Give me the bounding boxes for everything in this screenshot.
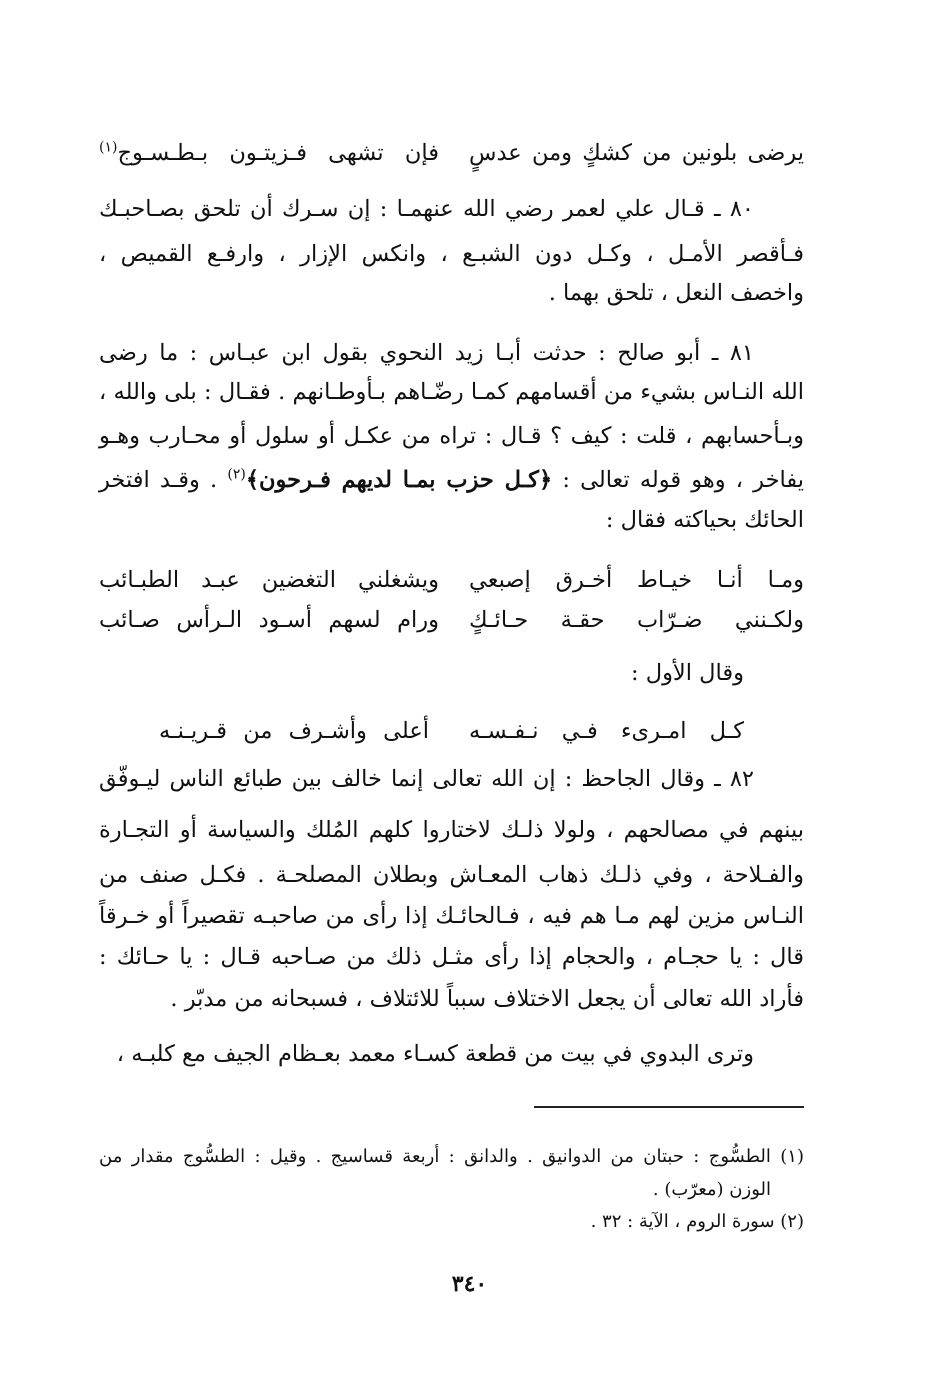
poem2-left: أعلى وأشـرف من قـريـنـه [159,718,429,744]
footnote-1-line-2: الوزن (معرّب) . [652,1179,771,1200]
top-verse-left-hemistich: فإن تشهى فـزيتـون بـطـسـوج$^{(١)}$ [99,139,439,166]
para80-line-2: فـأقصر الأمـل ، وكـل دون الشبـع ، وانكس الإزار ، وارفـع القميص ، [99,241,804,267]
para82-line-6: فأراد الله تعالى أن يجعل الاختلاف سبباً للائتلاف ، فسبحانه من مدبّر . [170,986,804,1012]
para82-line-1: ٨٢ ـ وقال الجاحظ : إن الله تعالى إنما خالف بين طبائع الناس ليـوفّق [99,766,754,792]
footnote-2: (٢) سورة الروم ، الآية : ٣٢ . [590,1211,804,1232]
footnote-ref-2: (٢) [227,466,246,483]
para82-line-4: النـاس مزين لهم مـا هم فيه ، فـالحائـك إذا رأى من صاحبـه تقصيراً أو خـرقاً [99,903,804,929]
para80-line-1: ٨٠ ـ قـال علي لعمر رضي الله عنهمـا : إن سـرك أن تلحق بصـاحبـك [99,196,754,222]
final-line: وترى البدوي في بيت من قطعة كسـاء معمد بعـظام الجيف مع كلبـه ، [116,1041,754,1067]
page-number: ٣٤٠ [451,1271,488,1297]
para82-line-5: قال : يا حجـام ، والحجام إذا رأى مثـل ذلك من صـاحبه قـال : يا حـائك : [99,944,804,970]
poem1-line2-right: ولكـنني ضـرّاب حقـة حـائـكٍ [469,607,804,633]
poem1-line1-left: ويشغلني التغضين عبـد الطبـائب [99,567,439,593]
footnote-ref-1: (١) [99,139,118,156]
footnote-rule [534,1106,804,1108]
poem1-line2-left: ورام لسهم أسـود الـرأس صـائب [99,607,439,633]
top-verse-right-hemistich: يرضى بلونين من كشكٍ ومن عدسٍ [469,140,804,166]
para81-line-5: الحائك بحياكته فقال : [605,507,804,533]
para81-line-2: الله النـاس بشيء من أقسامهم كمـا رضّـاهم بـأوطـانهم . فقـال : بلى والله ، [99,379,804,405]
para81-line-1: ٨١ ـ أبو صالح : حدثت أبـا زيد النحوي بقول ابن عبـاس : ما رضى [99,340,754,366]
para81-line-4: يفاخر ، وهو قوله تعالى : ﴿كـل حزب بمـا لديهم فـرحون﴾$^{(٢)}$ . وقـد افتخر [99,466,805,493]
para82-line-2: بينهم في مصالحهم ، ولولا ذلـك لاختاروا كلهم المُلك والسياسة أو التجـارة [99,817,804,843]
quran-quote: ﴿كـل حزب بمـا لديهم فـرحون﴾ [245,467,553,493]
wa-qal-al-awwal: وقال الأول : [630,660,744,686]
poem2-right: كـل امـرىء فـي نـفـسـه [469,718,744,744]
poem1-line1-right: ومـا أنـا خيـاط أخـرق إصبعي [469,567,804,593]
footnote-1-line-1: (١) الطسُّوج : حبتان من الدوانيق . والدانق : أربعة قساسيج . وقيل : الطسُّوج مقدار من [99,1146,804,1167]
para82-line-3: والفـلاحة ، وفي ذلـك ذهاب المعـاش وبطلان المصلحـة . فكـل صنف من [99,862,804,888]
para81-line-3: وبـأحسابهم ، قلت : كيف ؟ قـال : تراه من عكـل أو سلول أو محـارب وهـو [99,423,804,449]
para80-line-3: واخصف النعل ، تلحق بهما . [548,280,804,306]
